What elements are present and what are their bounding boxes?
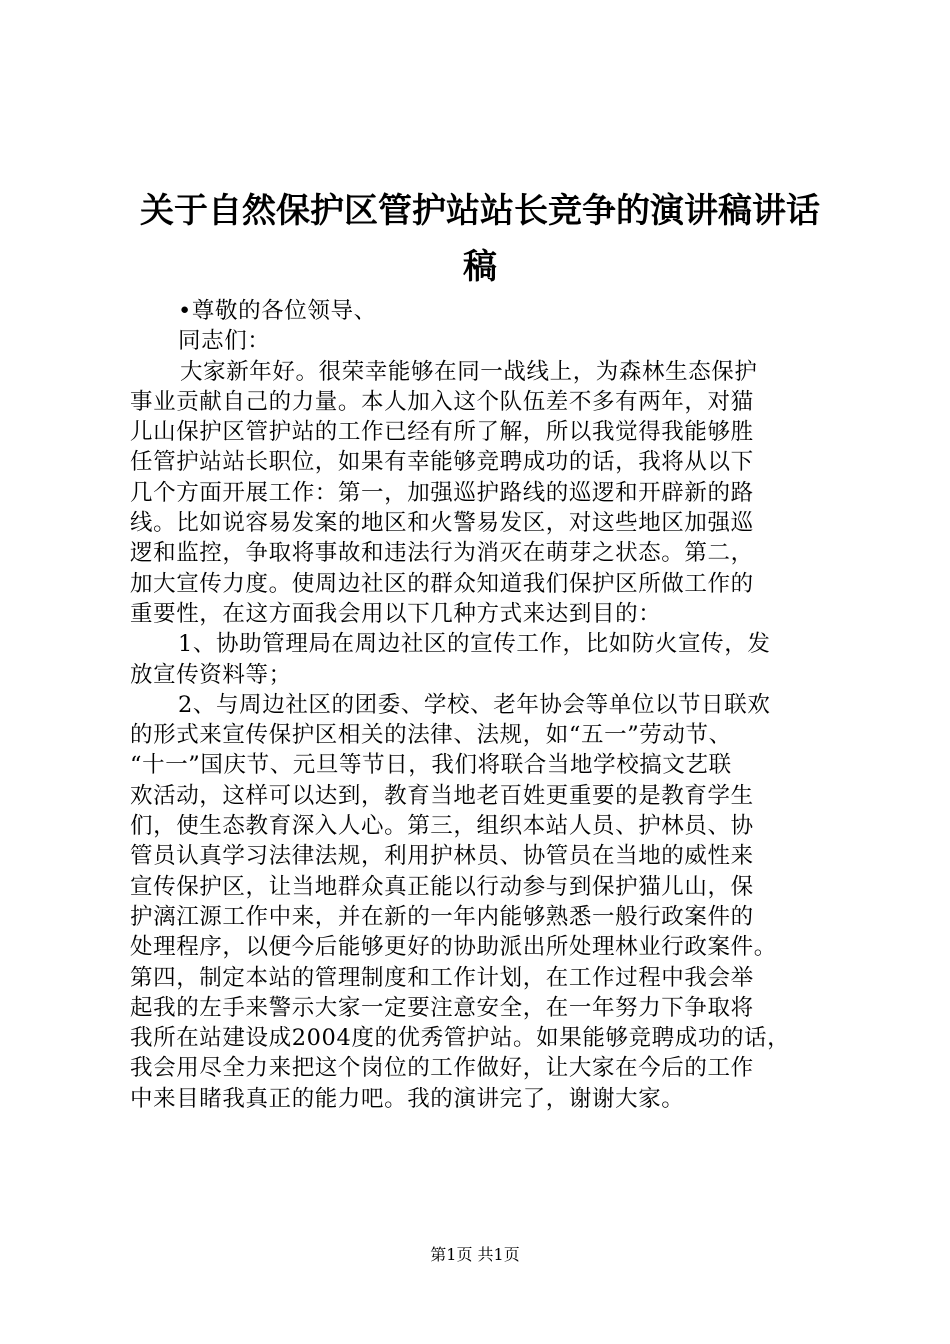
list-item-line: 放宣传资料等；: [130, 661, 292, 688]
paragraph-line: 加大宣传力度。使周边社区的群众知道我们保护区所做工作的: [130, 570, 754, 597]
paragraph-line: 的形式来宣传保护区相关的法律、法规，如“五一”劳动节、: [130, 722, 732, 749]
paragraph-line: 大家新年好。很荣幸能够在同一战线上，为森林生态保护: [180, 358, 758, 385]
paragraph-line: 第四，制定本站的管理制度和工作计划，在工作过程中我会举: [130, 964, 754, 991]
paragraph-line: 线。比如说容易发案的地区和火警易发区，对这些地区加强巡: [130, 510, 754, 537]
paragraph-line: 中来目睹我真正的能力吧。我的演讲完了，谢谢大家。: [130, 1085, 685, 1112]
salutation-line: 同志们：: [178, 328, 271, 355]
title-line-1: 关于自然保护区管护站站长竞争的演讲稿讲话: [140, 191, 820, 231]
paragraph-line: 重要性，在这方面我会用以下几种方式来达到目的：: [130, 600, 662, 627]
paragraph-line: 任管护站站长职位，如果有幸能够竞聘成功的话，我将从以下: [130, 449, 754, 476]
paragraph-line: 我会用尽全力来把这个岗位的工作做好，让大家在今后的工作: [130, 1055, 754, 1082]
paragraph-line: 儿山保护区管护站的工作已经有所了解，所以我觉得我能够胜: [130, 419, 754, 446]
paragraph-line: 逻和监控，争取将事故和违法行为消灭在萌芽之状态。第二，: [130, 540, 754, 567]
list-item-line: 1、协助管理局在周边社区的宣传工作，比如防火宣传，发: [178, 631, 771, 658]
paragraph-line: 事业贡献自己的力量。本人加入这个队伍差不多有两年，对猫: [130, 388, 754, 415]
paragraph-line: 我所在站建设成2004度的优秀管护站。如果能够竞聘成功的话，: [130, 1025, 791, 1052]
paragraph-line: 处理程序，以便今后能够更好的协助派出所处理林业行政案件。: [130, 934, 777, 961]
paragraph-line: 宣传保护区，让当地群众真正能以行动参与到保护猫儿山，保: [130, 873, 754, 900]
paragraph-line: 起我的左手来警示大家一定要注意安全，在一年努力下争取将: [130, 994, 754, 1021]
paragraph-line: 们，使生态教育深入人心。第三，组织本站人员、护林员、协: [130, 813, 754, 840]
list-item-line: 2、与周边社区的团委、学校、老年协会等单位以节日联欢: [178, 691, 771, 718]
page-number-footer: 第1页 共1页: [430, 1245, 520, 1264]
title-line-2: 稿: [463, 247, 497, 287]
paragraph-line: “十一”国庆节、元旦等节日，我们将联合当地学校搞文艺联: [130, 752, 732, 779]
paragraph-line: 欢活动，这样可以达到，教育当地老百姓更重要的是教育学生: [130, 782, 754, 809]
paragraph-line: 管员认真学习法律法规，利用护林员、协管员在当地的威性来: [130, 843, 754, 870]
paragraph-line: 几个方面开展工作：第一，加强巡护路线的巡逻和开辟新的路: [130, 479, 754, 506]
document-title: [110, 183, 850, 295]
salutation-line: •尊敬的各位领导、: [178, 298, 377, 324]
speech-body: [130, 296, 830, 1114]
paragraph-line: 护漓江源工作中来，并在新的一年内能够熟悉一般行政案件的: [130, 903, 754, 930]
